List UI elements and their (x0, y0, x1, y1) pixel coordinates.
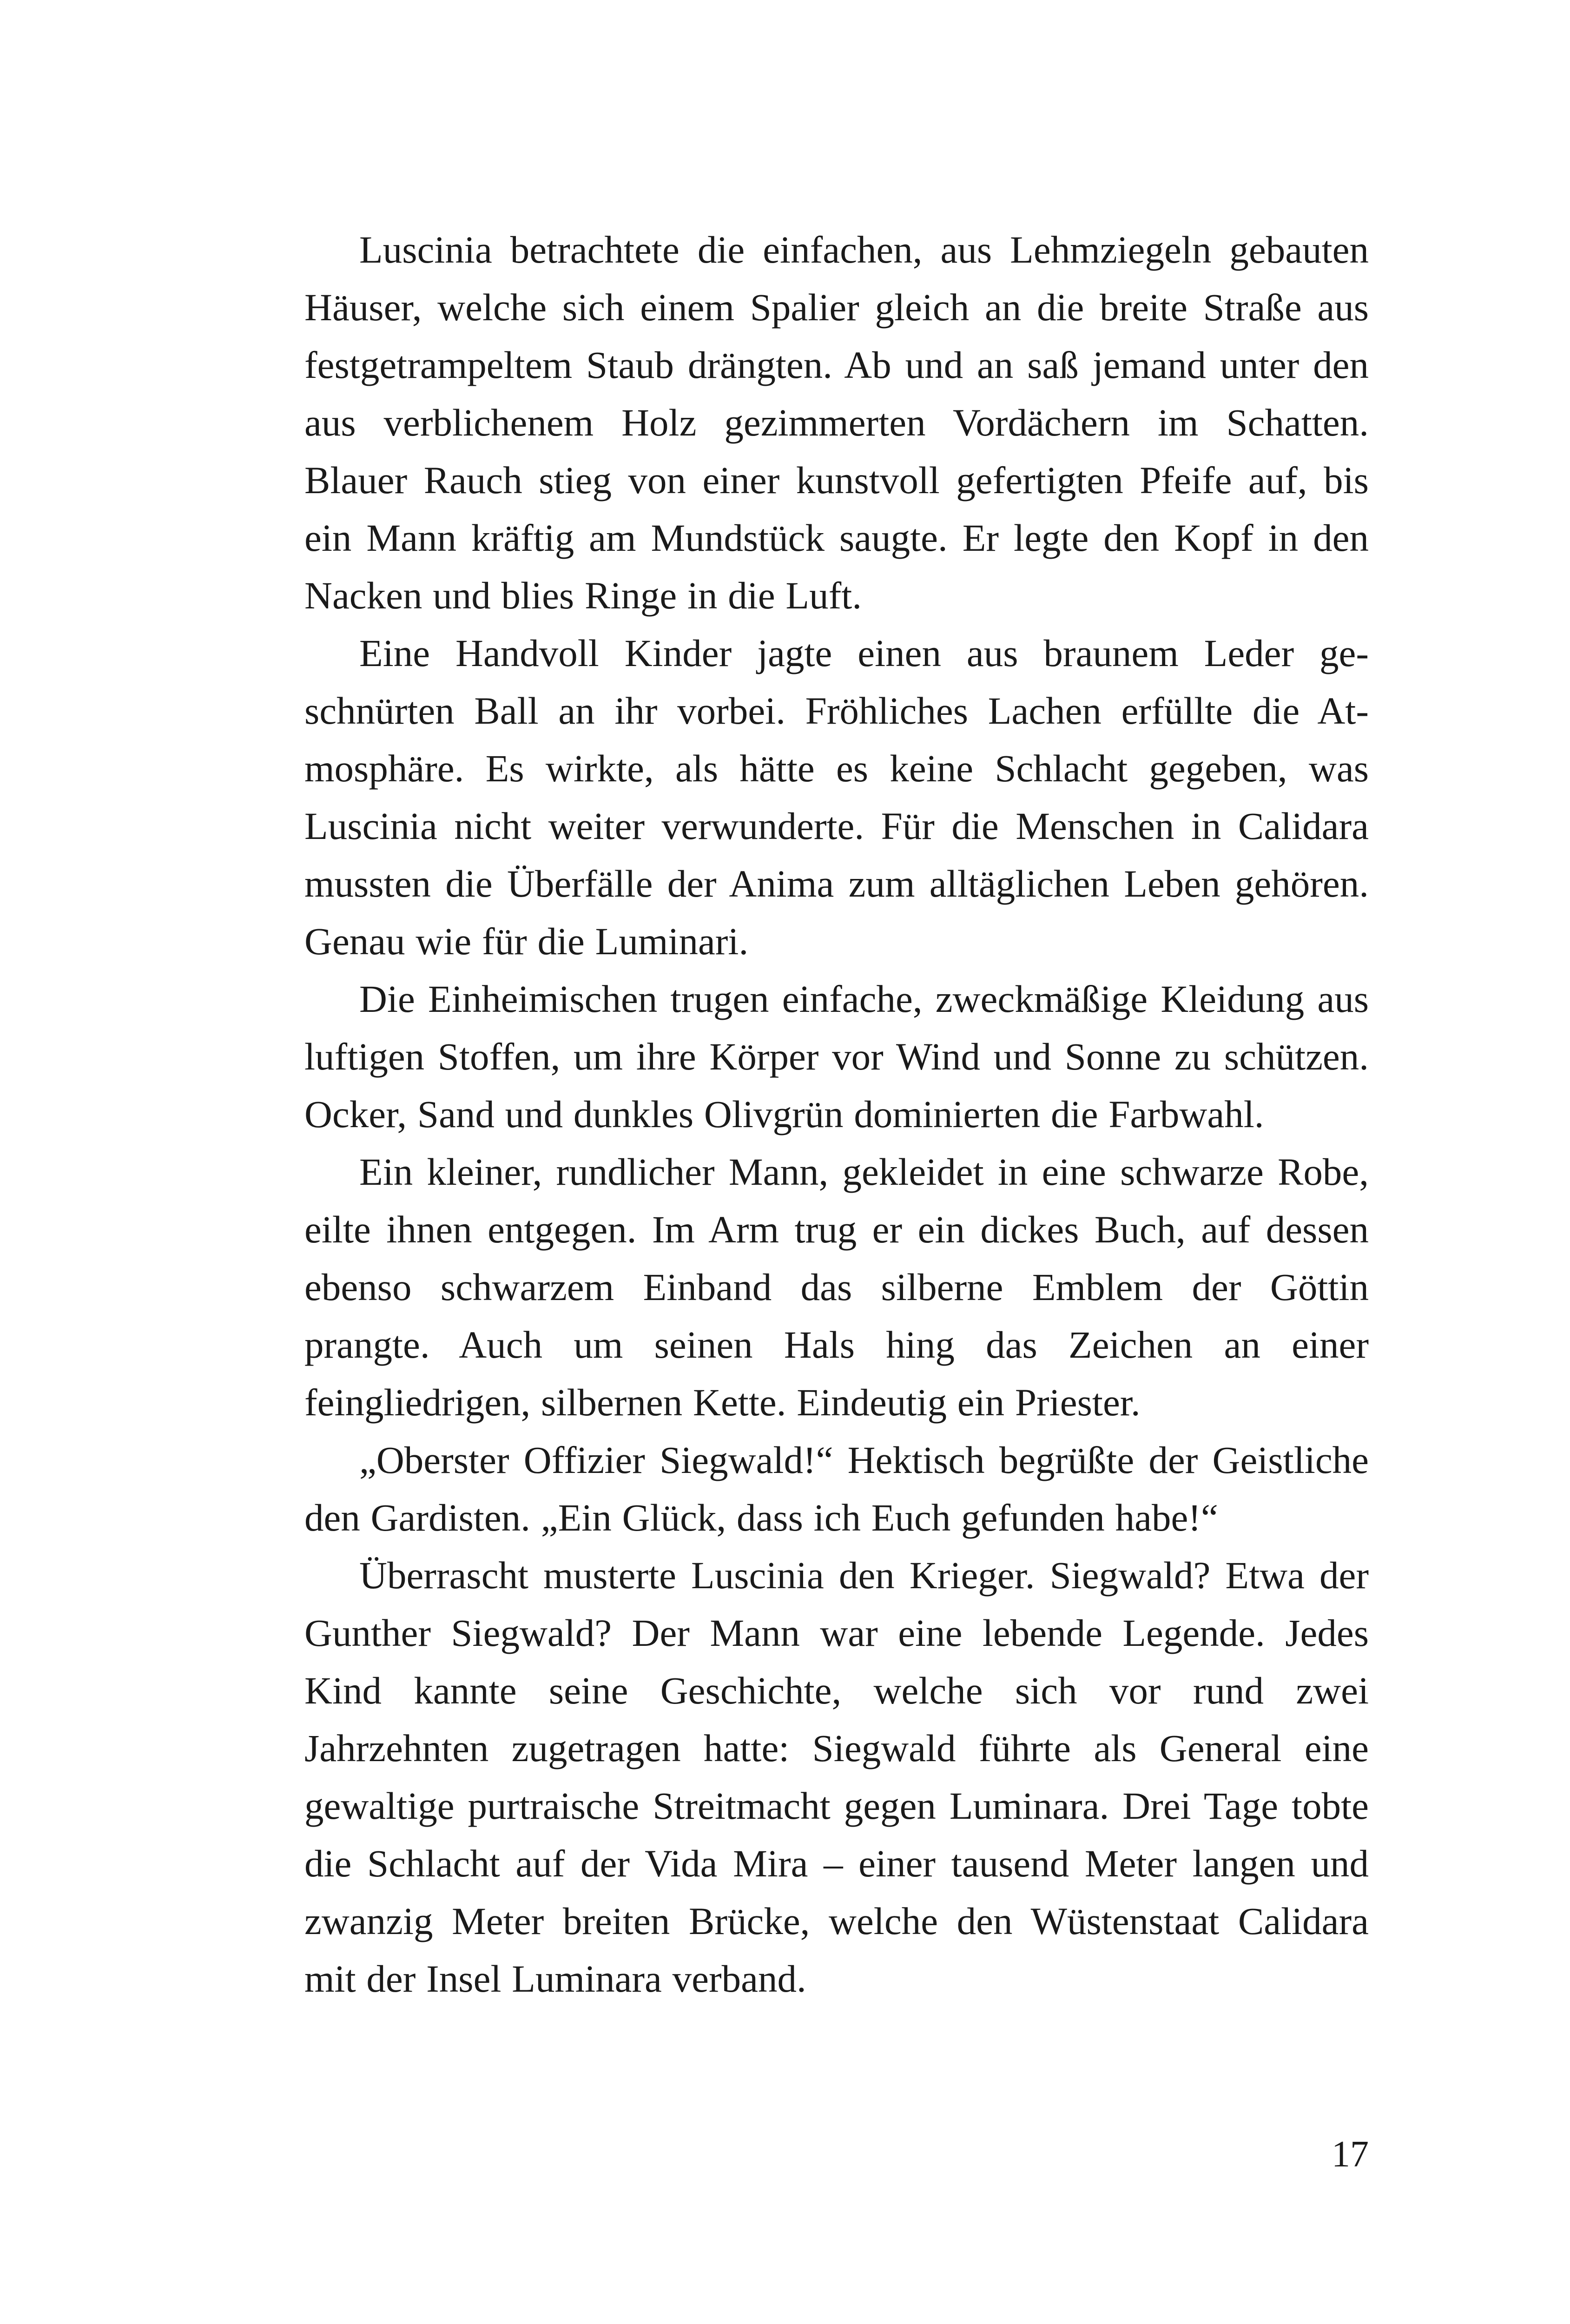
paragraph-1: Luscinia betrachtete die einfachen, aus Lehmziegeln gebauten Häuser, welche sich einem Spalier gleich an die breite Straße aus festgetrampeltem Staub drängten. Ab und an saß jemand unter den aus verblichenem Holz gezimmerten Vordächern im Schatten. Blauer Rauch stieg von einer kunstvoll gefertigten Pfeife auf, bis ein Mann kräftig am Mundstück saugte. Er legte den Kopf in den Nacken und blies Ringe in die Luft. (304, 228, 1369, 617)
paragraph-5: „Oberster Offizier Siegwald!“ Hektisch begrüßte der Geistliche den Gardisten. „Ein Glück, dass ich Euch gefunden habe!“ (304, 1439, 1369, 1539)
paragraph-4: Ein kleiner, rundlicher Mann, gekleidet in eine schwarze Robe, eilte ihnen entgegen. Im Arm trug er ein dickes Buch, auf dessen ebenso schwarzem Einband das silberne Emblem der Göttin prangte. Auch um seinen Hals hing das Zeichen an einer feingliedrigen, silbernen Kette. Eindeutig ein Priester. (304, 1150, 1369, 1424)
paragraph-3: Die Einheimischen trugen einfache, zweckmäßige Kleidung aus luftigen Stoffen, um ihre Körper vor Wind und Sonne zu schützen. Ocker, Sand und dunkles Olivgrün dominierten die Farbwahl. (304, 977, 1369, 1136)
page-number: 17 (1332, 2134, 1369, 2175)
body-text (304, 221, 1369, 2007)
paragraph-2: Eine Handvoll Kinder jagte einen aus braunem Leder geschnürten Ball an ihr vorbei. Fröhliches Lachen erfüllte die Atmosphäre. Es wirkte, als hätte es keine Schlacht gegeben, was Luscinia nicht weiter verwunderte. Für die Menschen in Calidara mussten die Überfälle der Anima zum alltäglichen Leben gehören. Genau wie für die Luminari. (304, 632, 1369, 963)
paragraph-6: Überrascht musterte Luscinia den Krieger. Siegwald? Etwa der Gunther Siegwald? Der Mann war eine lebende Legende. Jedes Kind kannte seine Geschichte, welche sich vor rund zwei Jahrzehnten zugetragen hatte: Siegwald führte als General eine gewaltige purtraische Streitmacht gegen Luminara. Drei Tage tobte die Schlacht auf der Vida Mira – einer tausend Meter langen und zwanzig Meter breiten Brücke, welche den Wüstenstaat Calidara mit der Insel Luminara verband. (304, 1554, 1369, 2000)
